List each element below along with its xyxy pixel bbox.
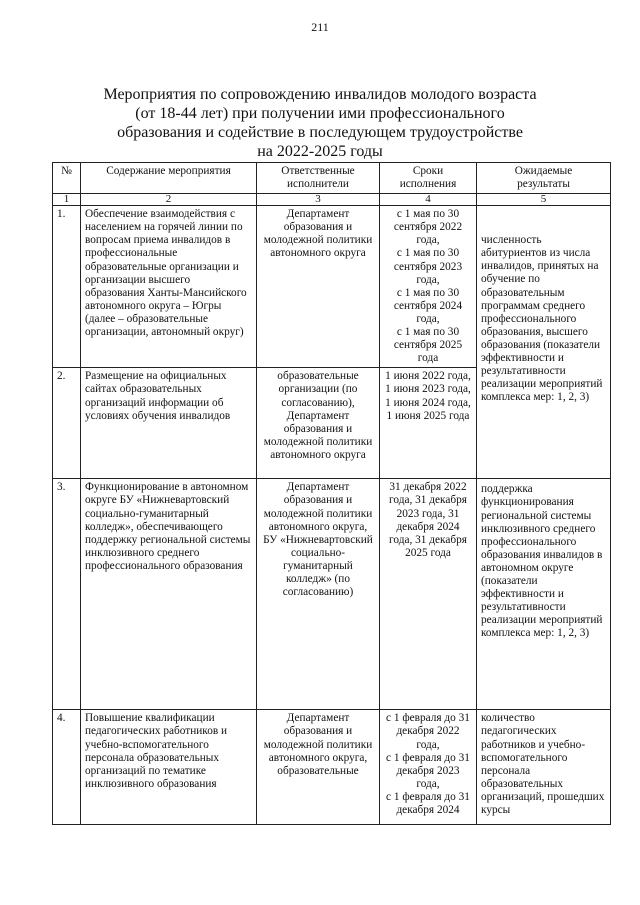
table-header-row [53,163,611,194]
header-executors: Ответственные исполнители [257,163,380,194]
header-deadlines: Сроки исполнения [380,163,477,194]
table-row [53,206,611,368]
row-results-merged: численность абитуриентов из числа инвалидов, принятых на обучение по образовательным программам среднего профессионального образования, высшего образования (показатели эффективности и результативности реализации мероприятий комплекса мер: 1, 2, 3) [477,206,611,479]
header-content: Содержание мероприятия [81,163,257,194]
row-number: 3. [53,479,81,710]
column-number: 3 [257,194,380,206]
row-number: 1. [53,206,81,368]
column-number: 4 [380,194,477,206]
row-results: количество педагогических работников и учебно-вспомогательного персонала образовательных организаций, прошедших курсы [477,710,611,825]
row-deadlines: с 1 февраля до 31 декабря 2022 года, с 1 февраля до 31 декабря 2023 года, с 1 февраля до 31 декабря 2024 [380,710,477,825]
row-executors: Департамент образования и молодежной политики автономного округа, образовательные [257,710,380,825]
header-number: № [53,163,81,194]
title-line: образования и содействие в последующем трудоустройстве [117,124,523,141]
measures-table [52,162,611,825]
row-executors: Департамент образования и молодежной политики автономного округа [257,206,380,368]
column-number: 2 [81,194,257,206]
row-number: 2. [53,368,81,479]
title-line: на 2022-2025 годы [257,143,383,160]
table-row [53,479,611,710]
header-results: Ожидаемые результаты [477,163,611,194]
row-content: Повышение квалификации педагогических работников и учебно-вспомогательного персонала образовательных организаций по тематике инклюзивного образования [81,710,257,825]
row-deadlines: 1 июня 2022 года, 1 июня 2023 года, 1 июня 2024 года, 1 июня 2025 года [380,368,477,479]
row-executors: Департамент образования и молодежной политики автономного округа, БУ «Нижневартовский социально-гуманитарный колледж» (по согласованию) [257,479,380,710]
document-title [70,85,570,161]
column-number: 1 [53,194,81,206]
row-results: поддержка функционирования региональной системы инклюзивного среднего профессионального образования инвалидов в автономном округе (показатели эффективности и результативности реализации мероприятий комплекса мер: 1, 2, 3) [477,479,611,710]
column-number: 5 [477,194,611,206]
row-content: Обеспечение взаимодействия с населением на горячей линии по вопросам приема инвалидов в профессиональные образовательные организации и организации высшего образования Ханты-Мансийского автономного округа – Югры (далее – образовательные организации, автономный округ) [81,206,257,368]
row-deadlines: 31 декабря 2022 года, 31 декабря 2023 года, 31 декабря 2024 года, 31 декабря 2025 года [380,479,477,710]
row-content: Размещение на официальных сайтах образовательных организаций информации об условиях обучения инвалидов [81,368,257,479]
column-number-row [53,194,611,206]
row-content: Функционирование в автономном округе БУ «Нижневартовский социально-гуманитарный колледж», обеспечивающего поддержку региональной системы инклюзивного среднего профессионального образования [81,479,257,710]
row-executors: образовательные организации (по согласованию), Департамент образования и молодежной политики автономного округа [257,368,380,479]
table-row [53,710,611,825]
title-line: Мероприятия по сопровождению инвалидов молодого возраста [103,86,537,103]
page-number: 211 [311,20,329,34]
row-number: 4. [53,710,81,825]
title-line: (от 18-44 лет) при получении ими профессионального [135,105,505,122]
row-deadlines: с 1 мая по 30 сентября 2022 года, с 1 мая по 30 сентября 2023 года, с 1 мая по 30 сентября 2024 года, с 1 мая по 30 сентября 2025 года [380,206,477,368]
